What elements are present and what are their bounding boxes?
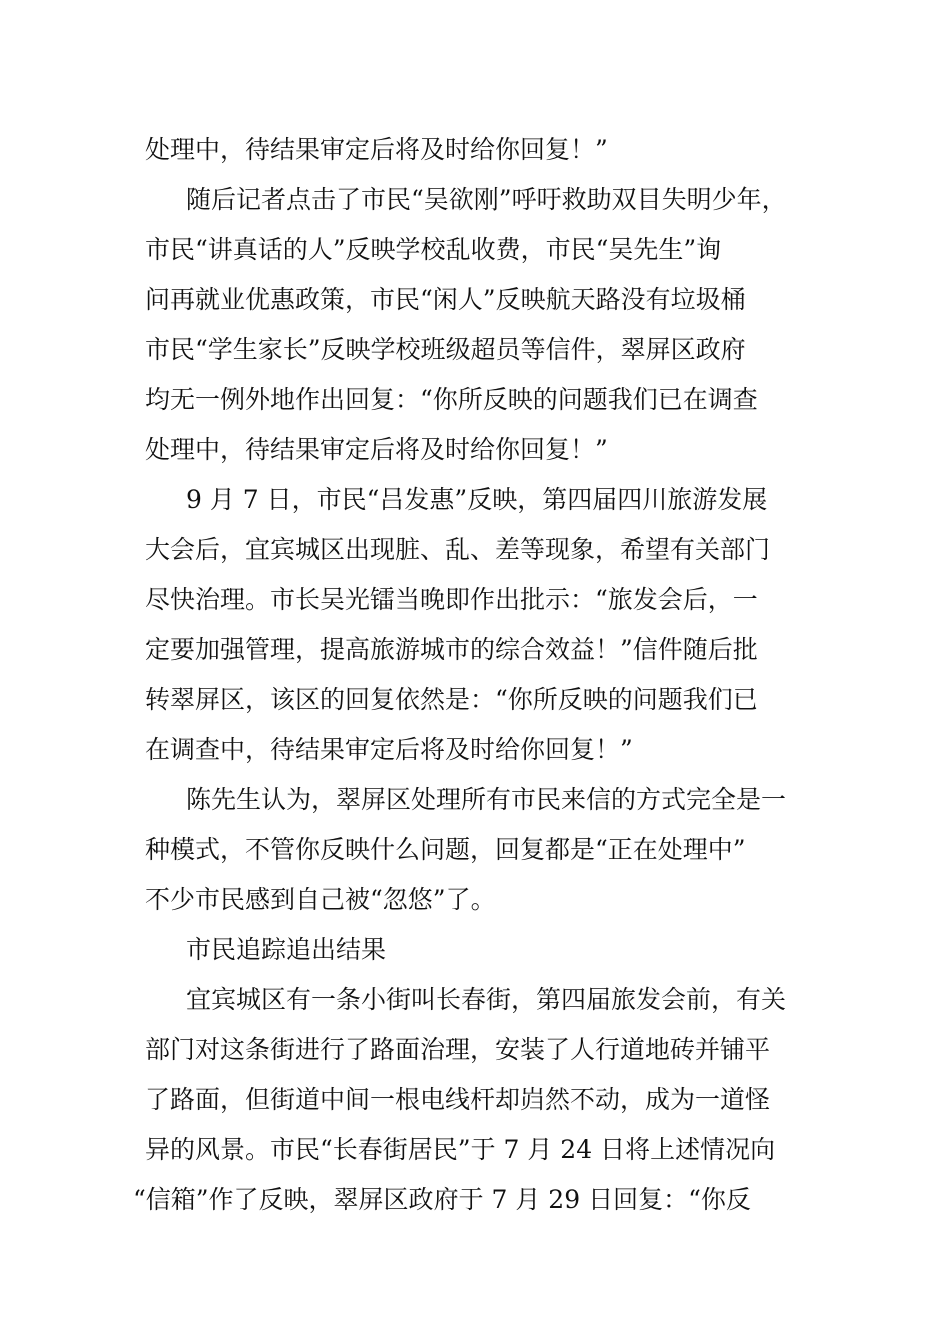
- text-line: 在调查中，待结果审定后将及时给你回复！”: [145, 735, 633, 764]
- text-line: 异的风景。市民“长春街居民”于 7 月 24 日将上述情况向: [145, 1135, 776, 1164]
- paragraph-line: 随后记者点击了市民“吴欲刚”呼吁救助双目失明少年，: [186, 185, 787, 214]
- text-line: 部门对这条街进行了路面治理，安装了人行道地砖并铺平: [145, 1035, 771, 1064]
- section-heading: 市民追踪追出结果: [186, 935, 387, 964]
- text-line: 市民“讲真话的人”反映学校乱收费，市民“吴先生”询: [145, 235, 722, 264]
- text-line: 市民“学生家长”反映学校班级超员等信件，翠屏区政府: [145, 335, 746, 364]
- text-line: 定要加强管理，提高旅游城市的综合效益！”信件随后批: [145, 635, 758, 664]
- text-line: 转翠屏区，该区的回复依然是：“你所反映的问题我们已: [145, 685, 758, 714]
- text-line: 处理中，待结果审定后将及时给你回复！”: [145, 435, 608, 464]
- paragraph-line: 陈先生认为，翠屏区处理所有市民来信的方式完全是一: [186, 785, 787, 814]
- text-line: “信箱”作了反映，翠屏区政府于 7 月 29 日回复：“你反: [133, 1185, 751, 1214]
- paragraph-line: 宜宾城区有一条小街叫长春街，第四届旅发会前，有关: [186, 985, 787, 1014]
- text-line: 问再就业优惠政策，市民“闲人”反映航天路没有垃圾桶: [145, 285, 746, 314]
- text-line: 种模式，不管你反映什么问题，回复都是“正在处理中”: [145, 835, 746, 864]
- text-line: 大会后，宜宾城区出现脏、乱、差等现象，希望有关部门: [145, 535, 771, 564]
- text-line: 了路面，但街道中间一根电线杆却岿然不动，成为一道怪: [145, 1085, 771, 1114]
- paragraph-line: 9 月 7 日，市民“吕发惠”反映，第四届四川旅游发展: [186, 485, 768, 514]
- text-line: 均无一例外地作出回复：“你所反映的问题我们已在调查: [145, 385, 758, 414]
- text-line: 不少市民感到自己被“忽悠”了。: [145, 885, 496, 914]
- text-line: 尽快治理。市长吴光镭当晚即作出批示：“旅发会后，一: [145, 585, 758, 614]
- text-line: 处理中，待结果审定后将及时给你回复！”: [145, 135, 608, 164]
